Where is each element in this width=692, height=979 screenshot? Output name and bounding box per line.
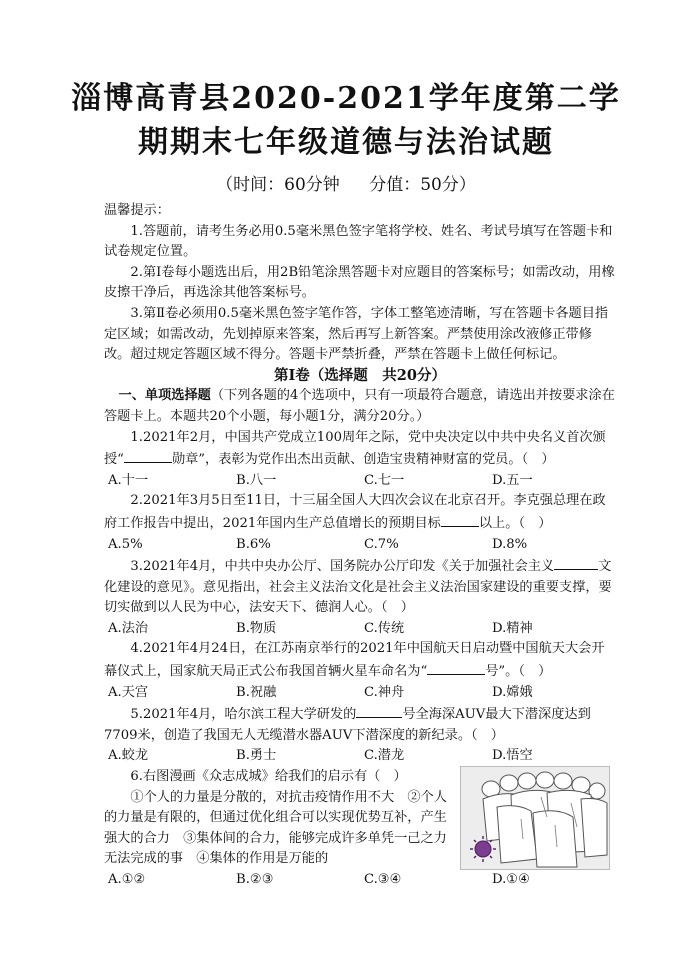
total-score: 分值：50分）	[369, 175, 476, 195]
comic-image	[460, 766, 610, 870]
options-row	[104, 619, 616, 640]
question-3	[104, 555, 616, 639]
option-b: B.物质	[236, 620, 277, 636]
page-title-line2: 期期末七年级道德与法治试题	[138, 125, 554, 160]
option-b: B.6%	[236, 536, 271, 552]
answer-blank	[427, 660, 485, 675]
section-title: 第Ⅰ卷（选择题 共20分）	[274, 366, 446, 384]
comic-illustration	[461, 767, 609, 869]
question-1	[104, 428, 616, 492]
option-d: D.悟空	[492, 748, 533, 764]
option-a: A.十一	[108, 472, 149, 488]
stem-post: 号”。（ ）	[485, 664, 552, 680]
question-stem	[104, 555, 616, 619]
option-a: A.天宫	[108, 684, 149, 700]
tip-2: 2.第Ⅰ卷每小题选出后，用2B铅笔涂黑答题卡对应题目的答案标号；如需改动，用橡皮擦干净后，再选涂其他答案标号。	[104, 264, 615, 301]
option-a: A.①②	[108, 872, 146, 887]
option-c: C.七一	[364, 472, 405, 488]
answer-blank	[356, 703, 402, 718]
option-b: B.八一	[236, 472, 277, 488]
question-stem	[104, 703, 616, 746]
stem-pre: 1.2021年2月，中国共产党成立100周年之际，党中央决定以中共中央名义首次颁授“	[104, 429, 606, 468]
question-2	[104, 491, 616, 555]
stem-pre: 3.2021年4月，中共中央办公厅、国务院办公厅印发《关于加强社会主义	[130, 559, 555, 575]
option-b: B.②③	[236, 872, 274, 887]
option-c: C.神舟	[364, 684, 405, 700]
answer-blank	[124, 448, 172, 463]
option-b: B.勇士	[236, 748, 277, 764]
exam-meta	[0, 170, 692, 195]
options-row	[104, 870, 616, 891]
question-5	[104, 703, 616, 767]
options-row	[104, 535, 616, 556]
tip-3: 3.第Ⅱ卷必须用0.5毫米黑色签字笔作答，字体工整笔迹清晰，写在答题卡各题目指定区域；如需改动，先划掉原来答案，然后再写上新答案。严禁使用涂改液修正带修改。超过规定答题区域不得分。答题卡严禁折叠，严禁在答题卡上做任何标记。	[104, 305, 609, 363]
option-c: C.传统	[364, 620, 405, 636]
section-intro	[104, 386, 616, 427]
section-intro-rest: （下列各题的4个选项中，只有一项最符合题意，请选出并按要求涂在答题卡上。本题共20个小题，每小题1分，满分20分。）	[104, 388, 615, 424]
page-title-line1: 淄博高青县2020-2021学年度第二学	[71, 81, 621, 116]
virus-icon	[475, 841, 491, 857]
stem-pre: 2.2021年3月5日至11日，十三届全国人大四次会议在北京召开。李克强总理在政府工作报告中提出，2021年国内生产总值增长的预期目标	[104, 493, 606, 531]
question-body: ①个人的力量是分散的，对抗击疫情作用不大 ②个人的力量是有限的，但通过优化组合可以实现优势互补，产生强大的合力 ③集体间的合力，能够完成许多单凭一己之力无法完成的事 ④集体的作用是万能的	[104, 789, 447, 867]
option-c: C.③④	[364, 872, 402, 887]
question-stem	[104, 639, 616, 682]
option-a: A.法治	[108, 620, 149, 636]
stem-pre: 5.2021年4月，哈尔滨工程大学研发的	[130, 707, 357, 723]
question-stem	[104, 428, 616, 471]
option-a: A.蛟龙	[108, 748, 149, 764]
answer-blank	[441, 512, 479, 527]
options-row	[104, 746, 616, 767]
tips-header: 温馨提示：	[104, 203, 170, 218]
tip-1: 1.答题前，请考生务必用0.5毫米黑色签字笔将学校、姓名、考试号填写在答题卡和试卷规定位置。	[104, 223, 613, 260]
option-c: C.7%	[364, 536, 399, 552]
stem-post: 以上。（ ）	[478, 515, 552, 531]
stem-pre: 4.2021年4月24日，在江苏南京举行的2021年中国航天日启动暨中国航天大会开幕仪式上，国家航天局正式公布我国首辆火星车命名为“	[104, 641, 605, 680]
section-intro-bold: 一、单项选择题	[118, 388, 211, 404]
option-d: D.嫦娥	[492, 684, 533, 700]
option-b: B.祝融	[236, 684, 277, 700]
option-a: A.5%	[108, 536, 143, 552]
answer-blank	[554, 555, 598, 570]
question-4	[104, 639, 616, 703]
option-c: C.潜龙	[364, 748, 405, 764]
option-d: D.精神	[492, 620, 533, 636]
option-d: D.五一	[492, 472, 533, 488]
question-stem	[104, 491, 616, 534]
options-row	[104, 471, 616, 492]
stem-post: 文化建设的意见》。意见指出，社会主义法治文化是社会主义法治国家建设的重要支撑，要切实做到以人民为中心，法安天下、德润人心。（ ）	[104, 559, 612, 616]
question-stem: 6.右图漫画《众志成城》给我们的启示有（ ）	[130, 769, 407, 785]
option-d: D.①④	[492, 872, 530, 887]
stem-post: 勋章”，表彰为党作出杰出贡献、创造宝贵精神财富的党员。（ ）	[171, 452, 555, 468]
time-limit: （时间：60分钟	[216, 175, 340, 195]
stem-post: 号全海深AUV最大下潜深度达到7709米，创造了我国无人无缆潜水器AUV下潜深度的新纪录。（ ）	[104, 707, 591, 743]
options-row	[104, 683, 616, 704]
option-d: D.8%	[492, 536, 528, 552]
